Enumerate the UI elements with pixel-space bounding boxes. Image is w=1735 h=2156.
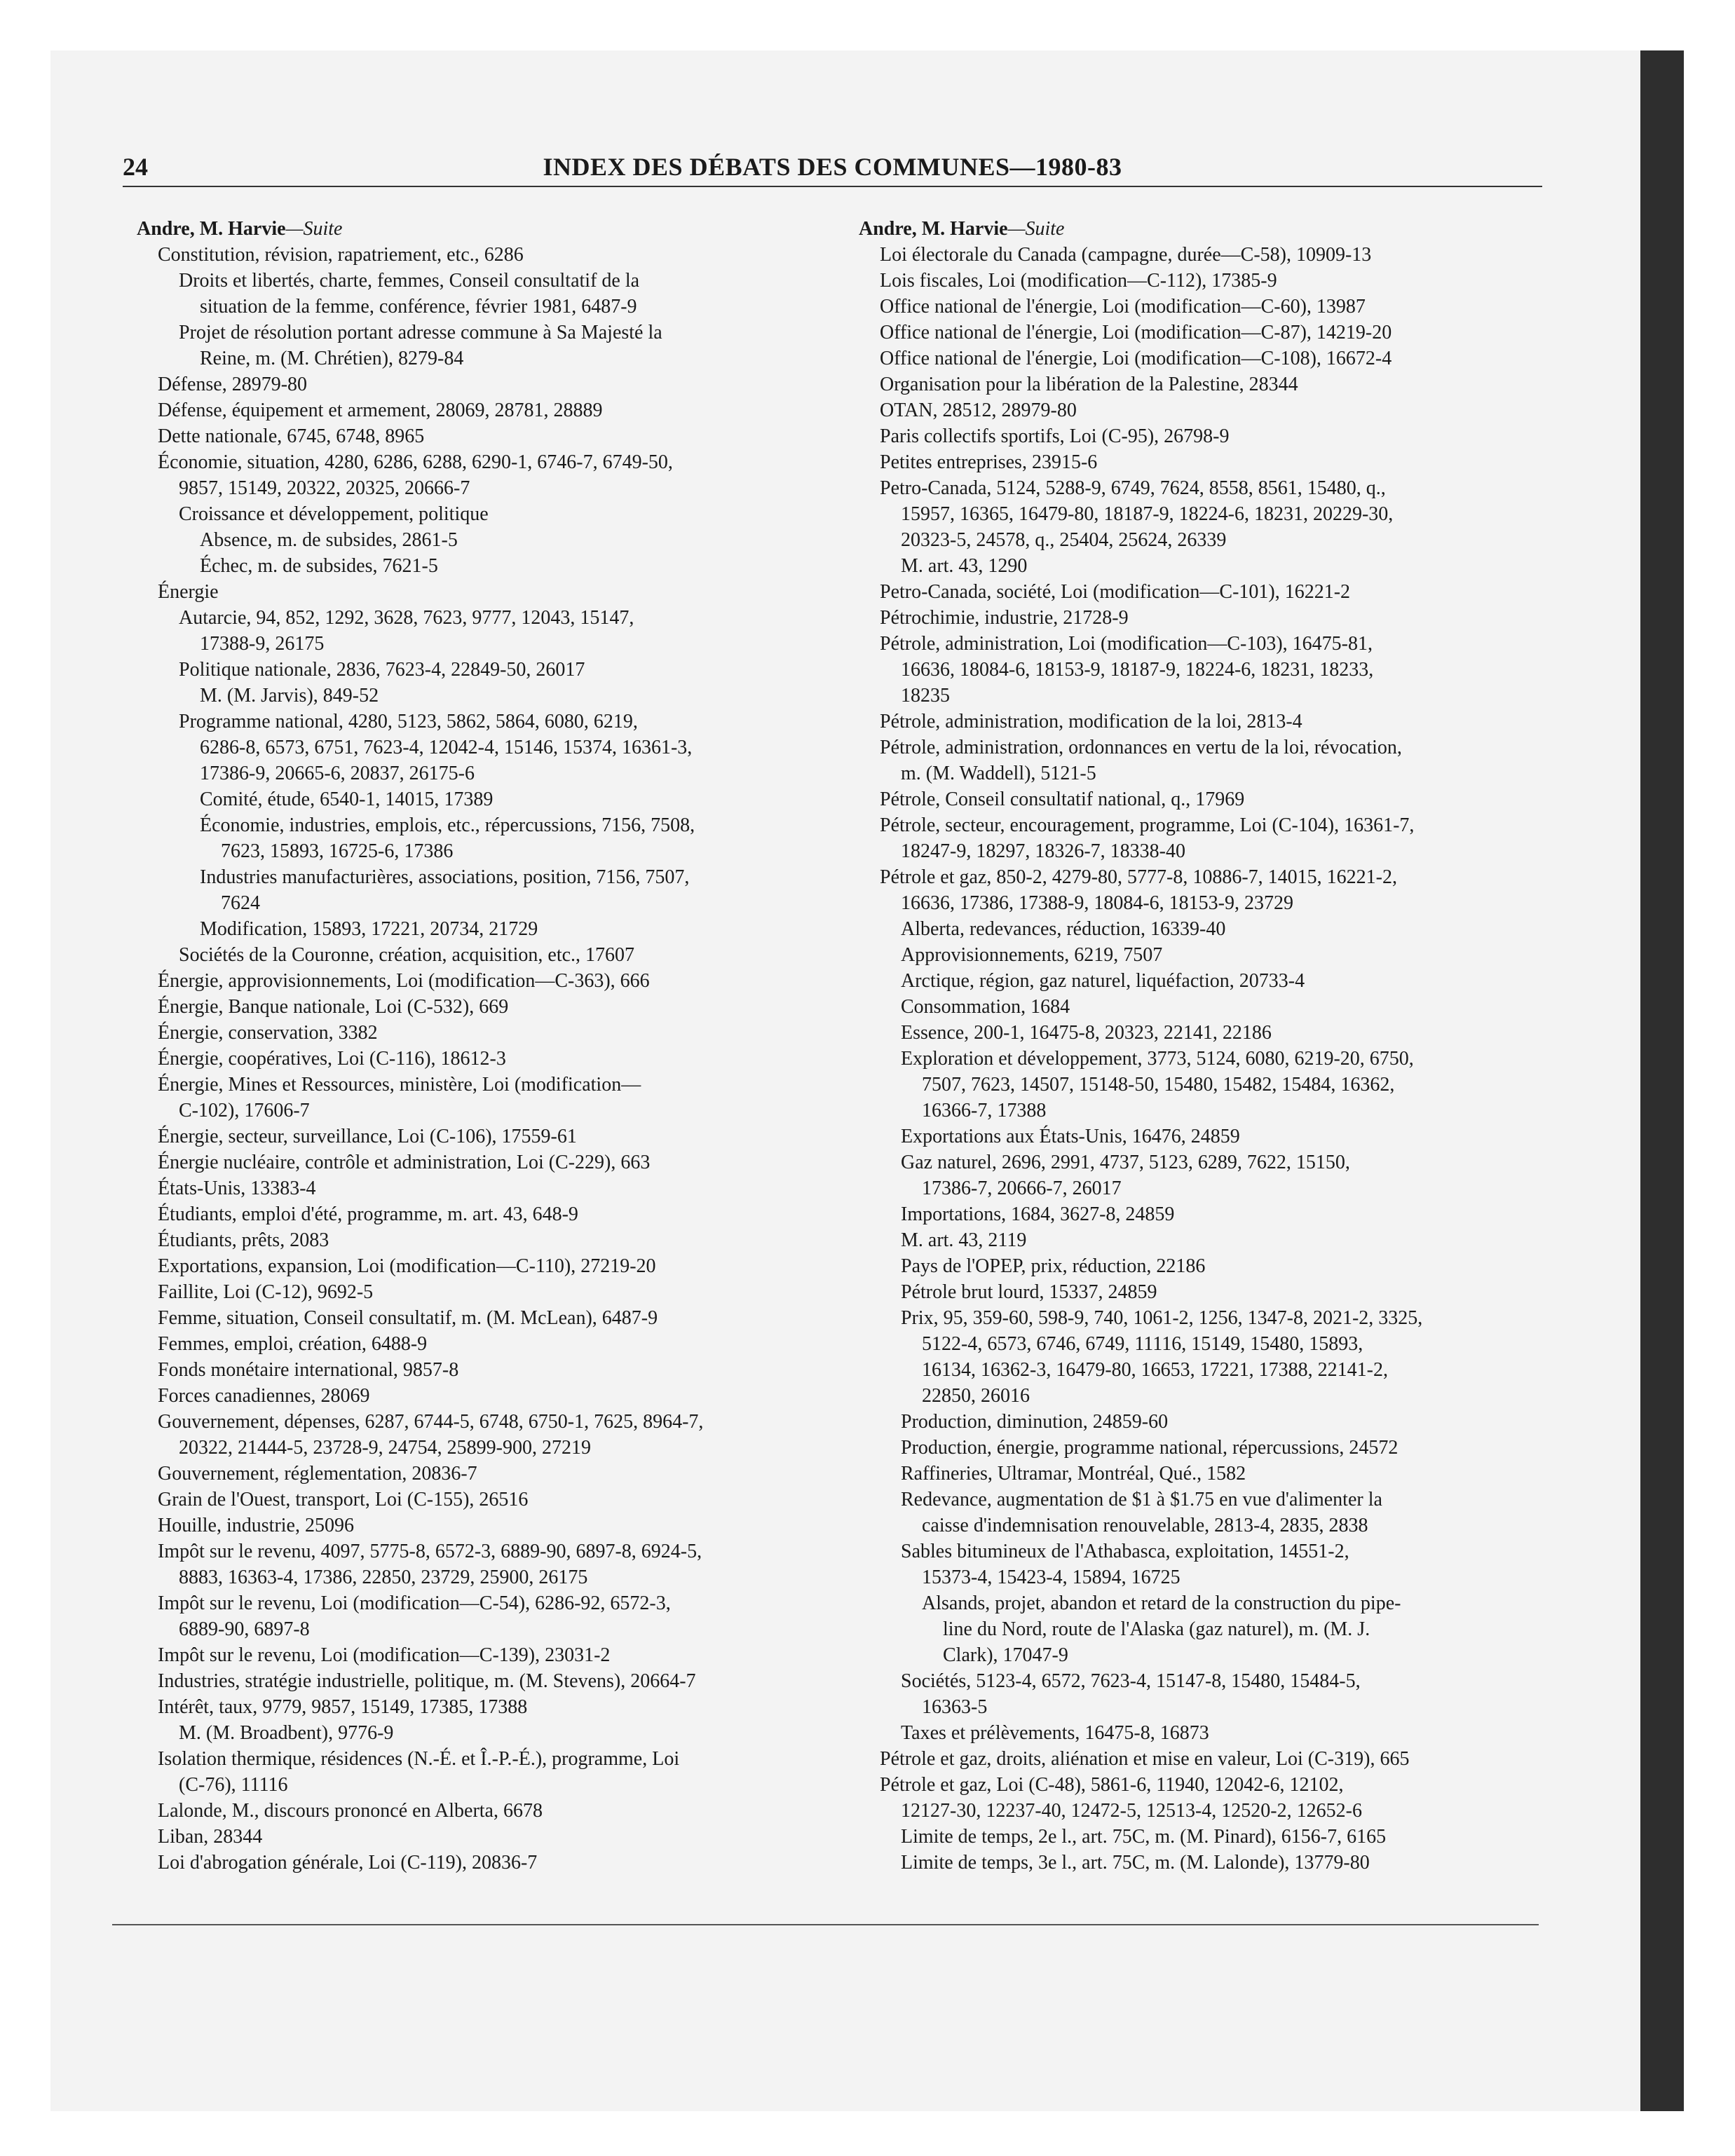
- index-entry: Loi d'abrogation générale, Loi (C-119), 20836-7: [158, 1852, 538, 1874]
- index-entry: OTAN, 28512, 28979-80: [880, 400, 1077, 421]
- index-entry: Économie, industries, emplois, etc., répercussions, 7156, 7508,: [200, 814, 695, 836]
- index-entry: Production, diminution, 24859-60: [901, 1411, 1169, 1433]
- index-entry: 6889-90, 6897-8: [179, 1618, 310, 1640]
- index-entry: 16363-5: [922, 1696, 988, 1718]
- page-header: [123, 147, 1542, 186]
- index-entry: Autarcie, 94, 852, 1292, 3628, 7623, 9777, 12043, 15147,: [179, 607, 634, 629]
- footer-rule: [112, 1924, 1539, 1925]
- index-entry: Pétrole, administration, ordonnances en vertu de la loi, révocation,: [880, 737, 1402, 758]
- index-entry: Isolation thermique, résidences (N.-É. et Î.-P.-É.), programme, Loi: [158, 1748, 680, 1770]
- index-entry: Pétrochimie, industrie, 21728-9: [880, 607, 1129, 629]
- index-entry: 6286-8, 6573, 6751, 7623-4, 12042-4, 15146, 15374, 16361-3,: [200, 737, 693, 758]
- index-entry: Défense, équipement et armement, 28069, 28781, 28889: [158, 400, 603, 421]
- index-entry: Clark), 17047-9: [943, 1644, 1068, 1666]
- index-entry: Paris collectifs sportifs, Loi (C-95), 26798-9: [880, 425, 1230, 447]
- index-entry: Limite de temps, 3e l., art. 75C, m. (M. Lalonde), 13779-80: [901, 1852, 1370, 1874]
- index-entry: Projet de résolution portant adresse commune à Sa Majesté la: [179, 322, 662, 343]
- index-entry: 5122-4, 6573, 6746, 6749, 11116, 15149, 15480, 15893,: [922, 1333, 1363, 1355]
- index-entry: Impôt sur le revenu, 4097, 5775-8, 6572-3, 6889-90, 6897-8, 6924-5,: [158, 1541, 702, 1562]
- index-entry: Exportations aux États-Unis, 16476, 24859: [901, 1126, 1240, 1147]
- index-entry: 17388-9, 26175: [200, 633, 325, 655]
- index-entry: Exploration et développement, 3773, 5124, 6080, 6219-20, 6750,: [901, 1048, 1414, 1070]
- index-entry: Droits et libertés, charte, femmes, Conseil consultatif de la: [179, 270, 640, 292]
- index-entry: C-102), 17606-7: [179, 1100, 310, 1121]
- index-entry: Énergie, conservation, 3382: [158, 1022, 378, 1044]
- index-entry: Production, énergie, programme national, répercussions, 24572: [901, 1437, 1399, 1459]
- index-entry: Grain de l'Ouest, transport, Loi (C-155), 26516: [158, 1489, 529, 1510]
- index-entry: Programme national, 4280, 5123, 5862, 5864, 6080, 6219,: [179, 711, 638, 732]
- index-entry: M. (M. Jarvis), 849-52: [200, 685, 379, 707]
- index-entry: Sables bitumineux de l'Athabasca, exploitation, 14551-2,: [901, 1541, 1349, 1562]
- index-entry: Redevance, augmentation de $1 à $1.75 en vue d'alimenter la: [901, 1489, 1382, 1510]
- index-entry: 15373-4, 15423-4, 15894, 16725: [922, 1567, 1181, 1588]
- index-entry: Croissance et développement, politique: [179, 503, 489, 525]
- index-entry: 7624: [221, 892, 260, 914]
- header-rule: [123, 186, 1542, 187]
- index-entry: Énergie, secteur, surveillance, Loi (C-106), 17559-61: [158, 1126, 577, 1147]
- index-entry: Pétrole, administration, Loi (modification—C-103), 16475-81,: [880, 633, 1373, 655]
- index-entry: Femmes, emploi, création, 6488-9: [158, 1333, 428, 1355]
- scan-edge-bar: [1640, 50, 1684, 2111]
- right-column: [859, 216, 1560, 1876]
- index-entry: 17386-7, 20666-7, 26017: [922, 1178, 1122, 1199]
- index-entry: Comité, étude, 6540-1, 14015, 17389: [200, 789, 494, 810]
- index-entry: Arctique, région, gaz naturel, liquéfaction, 20733-4: [901, 970, 1305, 992]
- index-entry: Énergie, Mines et Ressources, ministère, Loi (modification—: [158, 1074, 641, 1096]
- index-entry: Houille, industrie, 25096: [158, 1515, 354, 1536]
- index-entry: Défense, 28979-80: [158, 374, 308, 395]
- index-entry: 9857, 15149, 20322, 20325, 20666-7: [179, 477, 470, 499]
- index-entry: Énergie nucléaire, contrôle et administration, Loi (C-229), 663: [158, 1152, 651, 1173]
- index-entry: line du Nord, route de l'Alaska (gaz naturel), m. (M. J.: [943, 1618, 1370, 1640]
- heading-name: Andre, M. Harvie: [859, 218, 1008, 240]
- index-entry: 16636, 17386, 17388-9, 18084-6, 18153-9, 23729: [901, 892, 1293, 914]
- index-entry: Taxes et prélèvements, 16475-8, 16873: [901, 1722, 1209, 1744]
- index-entry: Loi électorale du Canada (campagne, durée—C-58), 10909-13: [880, 244, 1372, 266]
- index-entry: Économie, situation, 4280, 6286, 6288, 6290-1, 6746-7, 6749-50,: [158, 451, 673, 473]
- index-entry: 7623, 15893, 16725-6, 17386: [221, 840, 454, 862]
- index-entry: 18247-9, 18297, 18326-7, 18338-40: [901, 840, 1185, 862]
- index-entry: 16366-7, 17388: [922, 1100, 1047, 1121]
- index-entry: Petro-Canada, société, Loi (modification—C-101), 16221-2: [880, 581, 1351, 603]
- index-entry: 16636, 18084-6, 18153-9, 18187-9, 18224-6, 18231, 18233,: [901, 659, 1374, 681]
- index-entry: États-Unis, 13383-4: [158, 1178, 316, 1199]
- index-entry: Gouvernement, réglementation, 20836-7: [158, 1463, 477, 1485]
- index-entry: Énergie, coopératives, Loi (C-116), 18612-3: [158, 1048, 506, 1070]
- index-entry: Échec, m. de subsides, 7621-5: [200, 555, 438, 577]
- index-entry: m. (M. Waddell), 5121-5: [901, 763, 1096, 784]
- index-entry: Office national de l'énergie, Loi (modification—C-108), 16672-4: [880, 348, 1392, 369]
- index-entry: Alberta, redevances, réduction, 16339-40: [901, 918, 1226, 940]
- index-entry: Étudiants, prêts, 2083: [158, 1229, 329, 1251]
- index-entry: Raffineries, Ultramar, Montréal, Qué., 1582: [901, 1463, 1246, 1485]
- index-entry: Forces canadiennes, 28069: [158, 1385, 370, 1407]
- index-entry: 18235: [901, 685, 950, 707]
- heading-suite: —Suite: [285, 218, 343, 240]
- index-entry: Consommation, 1684: [901, 996, 1070, 1018]
- index-entry: Pétrole et gaz, Loi (C-48), 5861-6, 11940, 12042-6, 12102,: [880, 1774, 1344, 1796]
- index-entry: M. (M. Broadbent), 9776-9: [179, 1722, 394, 1744]
- index-entry: Énergie, approvisionnements, Loi (modification—C-363), 666: [158, 970, 650, 992]
- index-entry: Sociétés, 5123-4, 6572, 7623-4, 15147-8, 15480, 15484-5,: [901, 1670, 1361, 1692]
- left-column: [137, 216, 838, 1876]
- index-entry: Pétrole et gaz, droits, aliénation et mise en valeur, Loi (C-319), 665: [880, 1748, 1410, 1770]
- index-entry: Lois fiscales, Loi (modification—C-112), 17385-9: [880, 270, 1277, 292]
- heading-suite: —Suite: [1007, 218, 1065, 240]
- index-entry: Étudiants, emploi d'été, programme, m. art. 43, 648-9: [158, 1203, 578, 1225]
- index-entry: Petites entreprises, 23915-6: [880, 451, 1098, 473]
- index-entry: Lalonde, M., discours prononcé en Alberta, 6678: [158, 1800, 543, 1822]
- index-entry: Femme, situation, Conseil consultatif, m. (M. McLean), 6487-9: [158, 1307, 658, 1329]
- index-entry: Sociétés de la Couronne, création, acquisition, etc., 17607: [179, 944, 635, 966]
- index-entry: Limite de temps, 2e l., art. 75C, m. (M. Pinard), 6156-7, 6165: [901, 1826, 1387, 1848]
- index-entry: Industries, stratégie industrielle, politique, m. (M. Stevens), 20664-7: [158, 1670, 696, 1692]
- index-entry: Impôt sur le revenu, Loi (modification—C-54), 6286-92, 6572-3,: [158, 1592, 671, 1614]
- index-entry: Pétrole, Conseil consultatif national, q., 17969: [880, 789, 1245, 810]
- index-entry: Énergie: [158, 581, 219, 603]
- column-heading: [859, 216, 1560, 242]
- index-entry: Gaz naturel, 2696, 2991, 4737, 5123, 6289, 7622, 15150,: [901, 1152, 1350, 1173]
- index-entry: M. art. 43, 2119: [901, 1229, 1027, 1251]
- index-entry: Pétrole et gaz, 850-2, 4279-80, 5777-8, 10886-7, 14015, 16221-2,: [880, 866, 1397, 888]
- index-entry: Importations, 1684, 3627-8, 24859: [901, 1203, 1175, 1225]
- index-entry: Exportations, expansion, Loi (modification—C-110), 27219-20: [158, 1255, 656, 1277]
- index-entry: Fonds monétaire international, 9857-8: [158, 1359, 459, 1381]
- index-entry: Constitution, révision, rapatriement, etc., 6286: [158, 244, 524, 266]
- index-entry: Industries manufacturières, associations, position, 7156, 7507,: [200, 866, 690, 888]
- index-entry: Liban, 28344: [158, 1826, 263, 1848]
- index-entry: 7507, 7623, 14507, 15148-50, 15480, 15482, 15484, 16362,: [922, 1074, 1395, 1096]
- heading-name: Andre, M. Harvie: [137, 218, 286, 240]
- running-title: INDEX DES DÉBATS DES COMMUNES—1980-83: [543, 153, 1122, 181]
- index-entry: Pétrole, administration, modification de la loi, 2813-4: [880, 711, 1302, 732]
- index-entry: Pétrole brut lourd, 15337, 24859: [901, 1281, 1157, 1303]
- index-entry: 15957, 16365, 16479-80, 18187-9, 18224-6, 18231, 20229-30,: [901, 503, 1394, 525]
- index-entry: Pays de l'OPEP, prix, réduction, 22186: [901, 1255, 1206, 1277]
- index-entry: 20323-5, 24578, q., 25404, 25624, 26339: [901, 529, 1227, 551]
- index-entry: Pétrole, secteur, encouragement, programme, Loi (C-104), 16361-7,: [880, 814, 1415, 836]
- column-heading: [137, 216, 838, 242]
- index-entry: 16134, 16362-3, 16479-80, 16653, 17221, 17388, 22141-2,: [922, 1359, 1388, 1381]
- index-entry: Énergie, Banque nationale, Loi (C-532), 669: [158, 996, 509, 1018]
- index-entry: M. art. 43, 1290: [901, 555, 1028, 577]
- index-entry: Alsands, projet, abandon et retard de la construction du pipe-: [922, 1592, 1401, 1614]
- index-entry: Prix, 95, 359-60, 598-9, 740, 1061-2, 1256, 1347-8, 2021-2, 3325,: [901, 1307, 1423, 1329]
- index-entry: Dette nationale, 6745, 6748, 8965: [158, 425, 425, 447]
- index-entry: Approvisionnements, 6219, 7507: [901, 944, 1163, 966]
- page-number: 24: [123, 153, 148, 181]
- index-entry: Impôt sur le revenu, Loi (modification—C-139), 23031-2: [158, 1644, 611, 1666]
- index-entry: 17386-9, 20665-6, 20837, 26175-6: [200, 763, 475, 784]
- index-entry: Petro-Canada, 5124, 5288-9, 6749, 7624, 8558, 8561, 15480, q.,: [880, 477, 1386, 499]
- index-entry: Politique nationale, 2836, 7623-4, 22849-50, 26017: [179, 659, 585, 681]
- index-entry: situation de la femme, conférence, février 1981, 6487-9: [200, 296, 637, 318]
- index-entry: Gouvernement, dépenses, 6287, 6744-5, 6748, 6750-1, 7625, 8964-7,: [158, 1411, 704, 1433]
- index-entry: Essence, 200-1, 16475-8, 20323, 22141, 22186: [901, 1022, 1272, 1044]
- index-entry: Office national de l'énergie, Loi (modification—C-60), 13987: [880, 296, 1366, 318]
- index-entry: Organisation pour la libération de la Palestine, 28344: [880, 374, 1298, 395]
- index-entry: Reine, m. (M. Chrétien), 8279-84: [200, 348, 464, 369]
- index-entry: Intérêt, taux, 9779, 9857, 15149, 17385, 17388: [158, 1696, 528, 1718]
- index-entry: (C-76), 11116: [179, 1774, 288, 1796]
- index-entry: Office national de l'énergie, Loi (modification—C-87), 14219-20: [880, 322, 1392, 343]
- index-entry: Modification, 15893, 17221, 20734, 21729: [200, 918, 538, 940]
- index-entry: 12127-30, 12237-40, 12472-5, 12513-4, 12520-2, 12652-6: [901, 1800, 1362, 1822]
- index-entry: 22850, 26016: [922, 1385, 1030, 1407]
- index-entry: 20322, 21444-5, 23728-9, 24754, 25899-900, 27219: [179, 1437, 591, 1459]
- index-entry: Faillite, Loi (C-12), 9692-5: [158, 1281, 374, 1303]
- index-entry: caisse d'indemnisation renouvelable, 2813-4, 2835, 2838: [922, 1515, 1368, 1536]
- index-entry: 8883, 16363-4, 17386, 22850, 23729, 25900, 26175: [179, 1567, 588, 1588]
- index-entry: Absence, m. de subsides, 2861-5: [200, 529, 458, 551]
